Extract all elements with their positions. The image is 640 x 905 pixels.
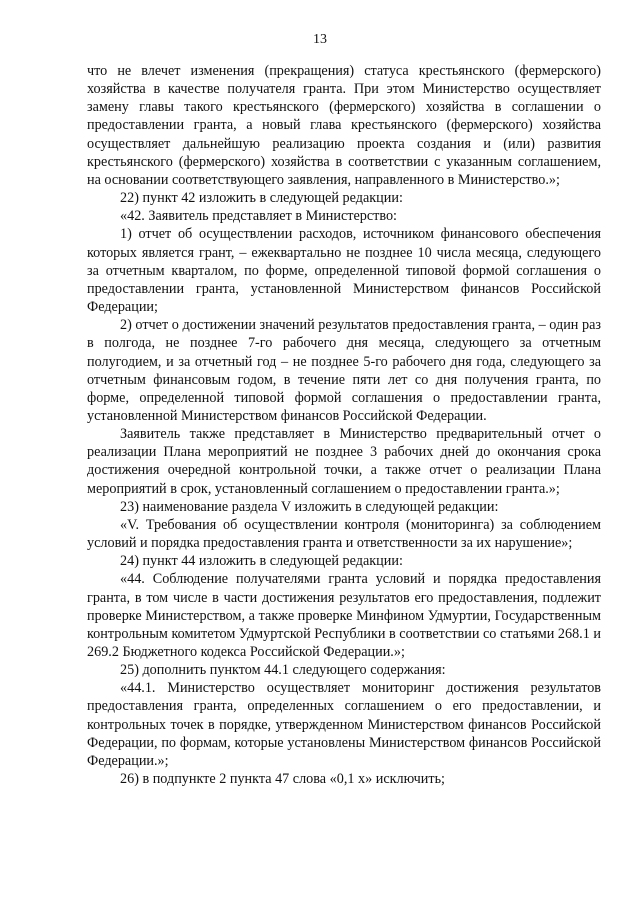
paragraph-3: «42. Заявитель представляет в Министерство: [120,208,397,225]
paragraph-6: Заявитель также представляет в Министерство предварительный отчет о реализации Плана мероприятий не позднее 3 рабочих дней до окончания срока достижения очередной контрольной точки, а также отчет о реализации Плана мероприятий в срок, установленный соглашением о предоставлении гранта.»; [87,426,601,497]
paragraph-7: 23) наименование раздела V изложить в следующей редакции: [120,498,499,515]
paragraph-8: «V. Требования об осуществлении контроля (мониторинга) за соблюдением условий и порядка предоставления гранта и ответственности за их нарушение»; [87,516,601,552]
paragraph-4: 1) отчет об осуществлении расходов, источником финансового обеспечения которых является грант, – ежеквартально не позднее 10 числа месяца, следующего за отчетным кварталом, по форме, определенной типовой формой соглашения о предоставлении гранта, установленной Министерством финансов Российской Федерации; [87,226,601,316]
paragraph-9: 24) пункт 44 изложить в следующей редакции: [120,553,403,570]
paragraph-13: 26) в подпункте 2 пункта 47 слова «0,1 х» исключить; [120,771,446,788]
paragraph-1: что не влечет изменения (прекращения) статуса крестьянского (фермерского) хозяйства в качестве получателя гранта. При этом Министерство осуществляет замену главы такого крестьянского (фермерского) хозяйства в соглашении о предоставлении гранта, а новый глава крестьянского (фермерского) хозяйства осуществляет дальнейшую реализацию проекта создания и (или) развития крестьянского (фермерского) хозяйства в соответствии с указанным соглашением, на основании соответствующего заявления, направленного в Министерство.»; [87,63,601,188]
paragraph-2: 22) пункт 42 изложить в следующей редакции: [120,190,403,207]
page-number: 13 [313,32,327,47]
paragraph-11: 25) дополнить пунктом 44.1 следующего содержания: [120,662,446,679]
document-body [87,62,601,788]
paragraph-12: «44.1. Министерство осуществляет мониторинг достижения результатов предоставления гранта, определенных соглашением о его предоставлении, и контрольных точек в порядке, утвержденном Министерством финансов Российской Федерации, по формам, которые установлены Министерством финансов Российской Федерации.»; [87,680,601,769]
paragraph-10: «44. Соблюдение получателями гранта условий и порядка предоставления гранта, в том числе в части достижения результатов его предоставления, подлежит проверке Министерством, а также проверке Минфином Удмуртии, Государственным контрольным комитетом Удмуртской Республики в соответствии со статьями 268.1 и 269.2 Бюджетного кодекса Российской Федерации.»; [87,571,601,660]
paragraph-5: 2) отчет о достижении значений результатов предоставления гранта, – один раз в полгода, не позднее 7-го рабочего дня месяца, следующего за отчетным полугодием, и за отчетный год – не позднее 5-го рабочего дня года, следующего за отчетным финансовым годом, в течение пяти лет со дня получения гранта, по форме, определенной типовой формой соглашения о предоставлении гранта, установленной Министерством финансов Российской Федерации. [87,317,601,424]
